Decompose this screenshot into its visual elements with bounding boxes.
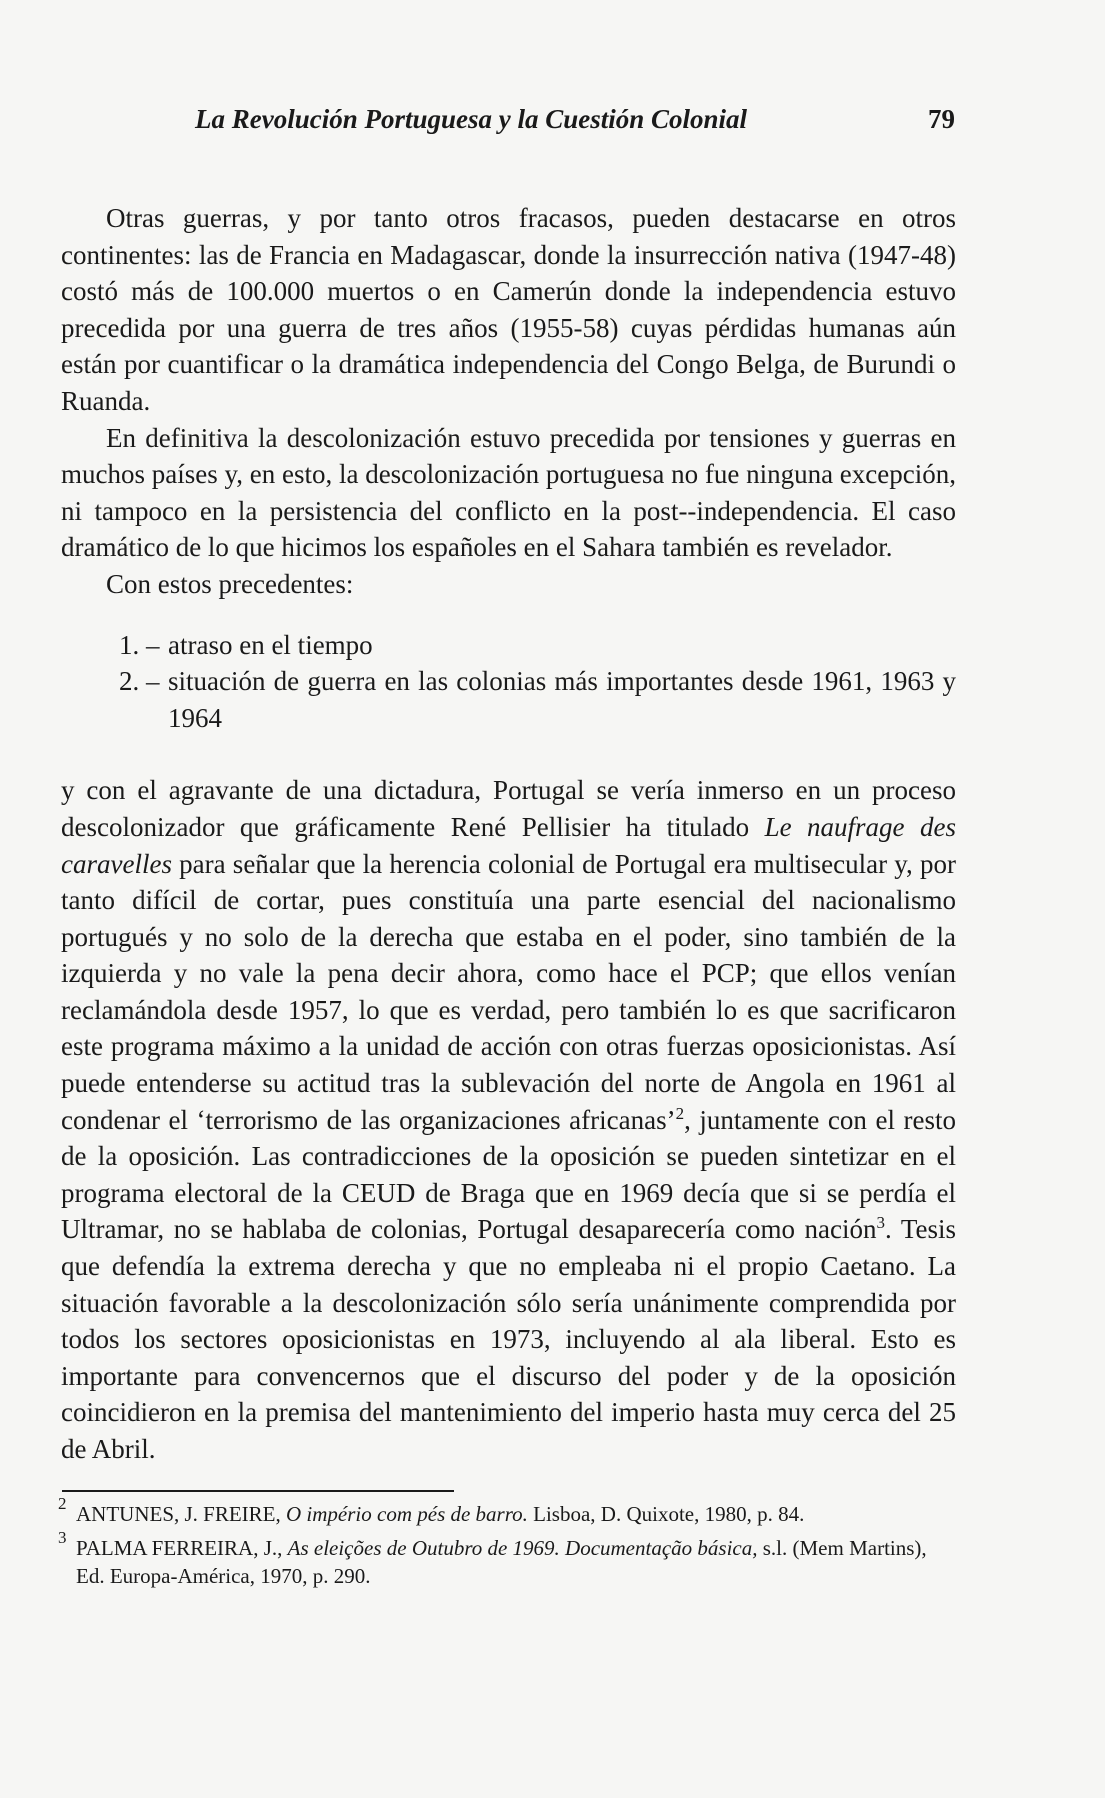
paragraph-3: Con estos precedentes:: [106, 568, 354, 599]
cited-work-title: Le naufrage des caravelles: [61, 811, 957, 879]
footnote: [58, 1528, 957, 1590]
body-text: [61, 200, 956, 1468]
footnote-ref-3[interactable]: 3: [876, 1213, 886, 1233]
footnote-number: 3: [58, 1528, 67, 1547]
footnote-number: 2: [58, 1494, 67, 1513]
list-item: [61, 663, 956, 736]
footnote-title: As eleições de Outubro de 1969. Documentação básica,: [287, 1536, 758, 1560]
page-number: 79: [928, 104, 955, 134]
footnote-text: [76, 1500, 957, 1528]
paragraph-2: En definitiva la descolonización estuvo precedida por tensiones y guerras en muchos países y, en esto, la descolonización portuguesa no fue ninguna excepción, ni tampoco en la persistencia del conflicto en la post--independencia. El caso dramático de lo que hicimos los españoles en el Sahara también es revelador.: [61, 422, 956, 563]
list-item-number: 1. –: [119, 629, 160, 660]
running-header: [195, 104, 955, 135]
main-text-4: . Tesis que defendía la extrema derecha y que no empleaba ni el propio Caetano. La situación favorable a la descolonización sólo sería unánimente comprendida por todos los sectores oposicionistas en 1973, incluyendo al ala liberal. Esto es importante para convencernos que el discurso del poder y de la oposición coincidieron en la premisa del mantenimiento del imperio hasta muy cerca del 25 de Abril.: [61, 1214, 957, 1464]
list-item: [61, 627, 956, 664]
footnote: [58, 1494, 957, 1528]
list-item-number: 2. –: [119, 666, 160, 697]
precedents-list: [61, 627, 956, 737]
main-text-3: , juntamente con el resto de la oposición. Las contradicciones de la oposición se pueden sintetizar en el programa electoral de la CEUD de Braga que en 1969 decía que si se perdía el Ultramar, no se hablaba de colonias, Portugal desaparecería como nación: [61, 1104, 956, 1245]
main-text-1: y con el agravante de una dictadura, Portugal se vería inmerso en un proceso descolonizador que gráficamente René Pellisier ha titulado: [61, 775, 956, 842]
main-text-2: para señalar que la herencia colonial de Portugal era multisecular y, por tanto difícil de cortar, pues constituía una parte esencial del nacionalismo portugués y no solo de la derecha que estaba en el poder, sino también de la izquierda y no vale la pena decir ahora, como hace el PCP; que ellos venían reclamándola desde 1957, lo que es verdad, pero también lo es que sacrificaron este programa máximo a la unidad de acción con otras fuerzas oposicionistas. Así puede entenderse su actitud tras la sublevación del norte de Angola en 1961 al condenar el ‘terrorismo de las organizaciones africanas’: [61, 848, 956, 1135]
footnote-author: ANTUNES, J. FREIRE,: [76, 1502, 287, 1526]
book-title: La Revolución Portuguesa y la Cuestión Colonial: [195, 104, 748, 134]
footnotes: [58, 1494, 957, 1596]
paragraph-1: Otras guerras, y por tanto otros fracasos, pueden destacarse en otros continentes: las de Francia en Madagascar, donde la insurrección nativa (1947-48) costó más de 100.000 muertos o en Camerún donde la independencia estuvo precedida por una guerra de tres años (1955-58) cuyas pérdidas humanas aún están por cuantificar o la dramática independencia del Congo Belga, de Burundi o Ruanda.: [61, 203, 956, 416]
list-item-text: situación de guerra en las colonias más importantes desde 1961, 1963 y 1964: [168, 666, 956, 733]
list-item-text: atraso en el tiempo: [168, 629, 373, 660]
footnote-divider: [62, 1490, 454, 1492]
footnote-title: O império com pés de barro.: [286, 1502, 528, 1526]
footnote-author: PALMA FERREIRA, J.,: [76, 1536, 288, 1560]
footnote-publication: Lisboa, D. Quixote, 1980, p. 84.: [527, 1502, 805, 1526]
footnote-ref-2[interactable]: 2: [675, 1103, 685, 1123]
footnote-text: [76, 1534, 957, 1590]
main-paragraph: [61, 772, 956, 1467]
footnote-publication: s.l. (Mem Martins), Ed. Europa-América, 1970, p. 290.: [76, 1536, 927, 1588]
